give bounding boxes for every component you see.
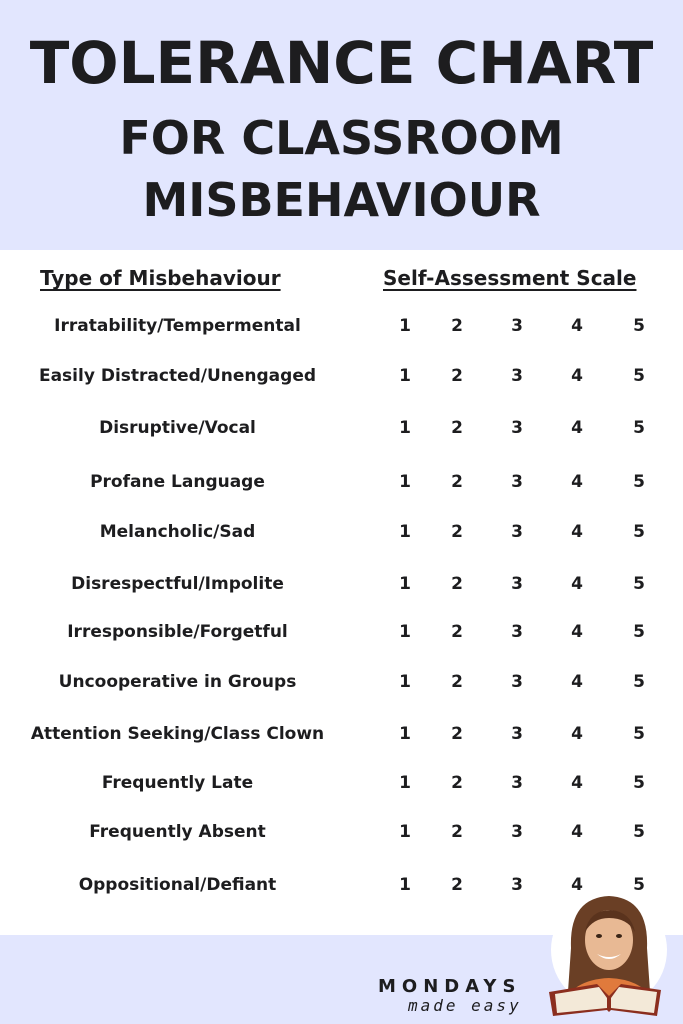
scale-value-1: 1	[399, 574, 411, 594]
misbehaviour-label: Melancholic/Sad	[99, 522, 256, 542]
scale-value-1: 1	[399, 316, 411, 336]
scale-value-5: 5	[633, 622, 645, 642]
scale-value-2: 2	[451, 366, 463, 386]
scale-value-1: 1	[399, 366, 411, 386]
misbehaviour-label: Frequently Late	[101, 773, 254, 793]
table-row	[0, 364, 683, 388]
scale-value-5: 5	[633, 522, 645, 542]
table-row	[0, 620, 683, 644]
misbehaviour-label: Attention Seeking/Class Clown	[30, 724, 325, 744]
scale-value-3: 3	[511, 875, 523, 895]
scale-value-3: 3	[511, 822, 523, 842]
column-header-misbehaviour: Type of Misbehaviour	[40, 266, 281, 290]
header-panel	[0, 0, 683, 250]
scale-value-5: 5	[633, 773, 645, 793]
table-row	[0, 722, 683, 746]
scale-value-4: 4	[571, 472, 583, 492]
table-row	[0, 572, 683, 596]
scale-value-3: 3	[511, 672, 523, 692]
scale-value-4: 4	[571, 366, 583, 386]
scale-value-5: 5	[633, 822, 645, 842]
scale-value-2: 2	[451, 522, 463, 542]
misbehaviour-label: Irresponsible/Forgetful	[67, 622, 288, 642]
table-row	[0, 416, 683, 440]
scale-value-5: 5	[633, 316, 645, 336]
page-subtitle-line2: MISBEHAVIOUR	[142, 173, 541, 227]
page-title: TOLERANCE CHART	[29, 29, 654, 97]
table-row	[0, 820, 683, 844]
scale-value-3: 3	[511, 316, 523, 336]
scale-value-1: 1	[399, 724, 411, 744]
scale-value-1: 1	[399, 418, 411, 438]
scale-value-1: 1	[399, 672, 411, 692]
brand-tagline: made easy	[408, 996, 522, 1015]
table-row	[0, 670, 683, 694]
scale-value-4: 4	[571, 724, 583, 744]
scale-value-4: 4	[571, 773, 583, 793]
column-header-scale: Self-Assessment Scale	[383, 266, 637, 290]
misbehaviour-label: Disrespectful/Impolite	[71, 574, 284, 594]
scale-value-5: 5	[633, 418, 645, 438]
scale-value-4: 4	[571, 418, 583, 438]
table-row	[0, 314, 683, 338]
scale-value-2: 2	[451, 574, 463, 594]
table-row	[0, 470, 683, 494]
page-subtitle-line1: FOR CLASSROOM	[119, 111, 564, 165]
table-row	[0, 520, 683, 544]
woman-reading-book-photo	[549, 888, 669, 1024]
scale-value-2: 2	[451, 418, 463, 438]
scale-value-5: 5	[633, 875, 645, 895]
scale-value-5: 5	[633, 574, 645, 594]
scale-value-1: 1	[399, 773, 411, 793]
table-row	[0, 771, 683, 795]
scale-value-2: 2	[451, 773, 463, 793]
scale-value-5: 5	[633, 672, 645, 692]
brand-name: MONDAYS	[378, 976, 522, 997]
misbehaviour-label: Frequently Absent	[89, 822, 266, 842]
scale-value-2: 2	[451, 724, 463, 744]
scale-value-4: 4	[571, 622, 583, 642]
scale-value-1: 1	[399, 622, 411, 642]
scale-value-3: 3	[511, 418, 523, 438]
misbehaviour-label: Easily Distracted/Unengaged	[38, 366, 317, 386]
misbehaviour-label: Profane Language	[90, 472, 265, 492]
scale-value-4: 4	[571, 574, 583, 594]
scale-value-2: 2	[451, 316, 463, 336]
scale-value-5: 5	[633, 724, 645, 744]
scale-value-2: 2	[451, 672, 463, 692]
scale-value-4: 4	[571, 316, 583, 336]
scale-value-4: 4	[571, 822, 583, 842]
scale-value-2: 2	[451, 622, 463, 642]
scale-value-4: 4	[571, 672, 583, 692]
scale-value-2: 2	[451, 875, 463, 895]
scale-value-3: 3	[511, 522, 523, 542]
misbehaviour-label: Irratability/Tempermental	[54, 316, 301, 336]
misbehaviour-label: Oppositional/Defiant	[78, 875, 277, 895]
scale-value-2: 2	[451, 472, 463, 492]
misbehaviour-label: Uncooperative in Groups	[58, 672, 297, 692]
scale-value-3: 3	[511, 366, 523, 386]
scale-value-2: 2	[451, 822, 463, 842]
scale-value-1: 1	[399, 822, 411, 842]
misbehaviour-label: Disruptive/Vocal	[99, 418, 256, 438]
scale-value-3: 3	[511, 472, 523, 492]
scale-value-3: 3	[511, 622, 523, 642]
scale-value-1: 1	[399, 875, 411, 895]
scale-value-1: 1	[399, 522, 411, 542]
scale-value-4: 4	[571, 522, 583, 542]
scale-value-1: 1	[399, 472, 411, 492]
scale-value-3: 3	[511, 724, 523, 744]
scale-value-4: 4	[571, 875, 583, 895]
scale-value-3: 3	[511, 574, 523, 594]
scale-value-5: 5	[633, 472, 645, 492]
scale-value-3: 3	[511, 773, 523, 793]
scale-value-5: 5	[633, 366, 645, 386]
